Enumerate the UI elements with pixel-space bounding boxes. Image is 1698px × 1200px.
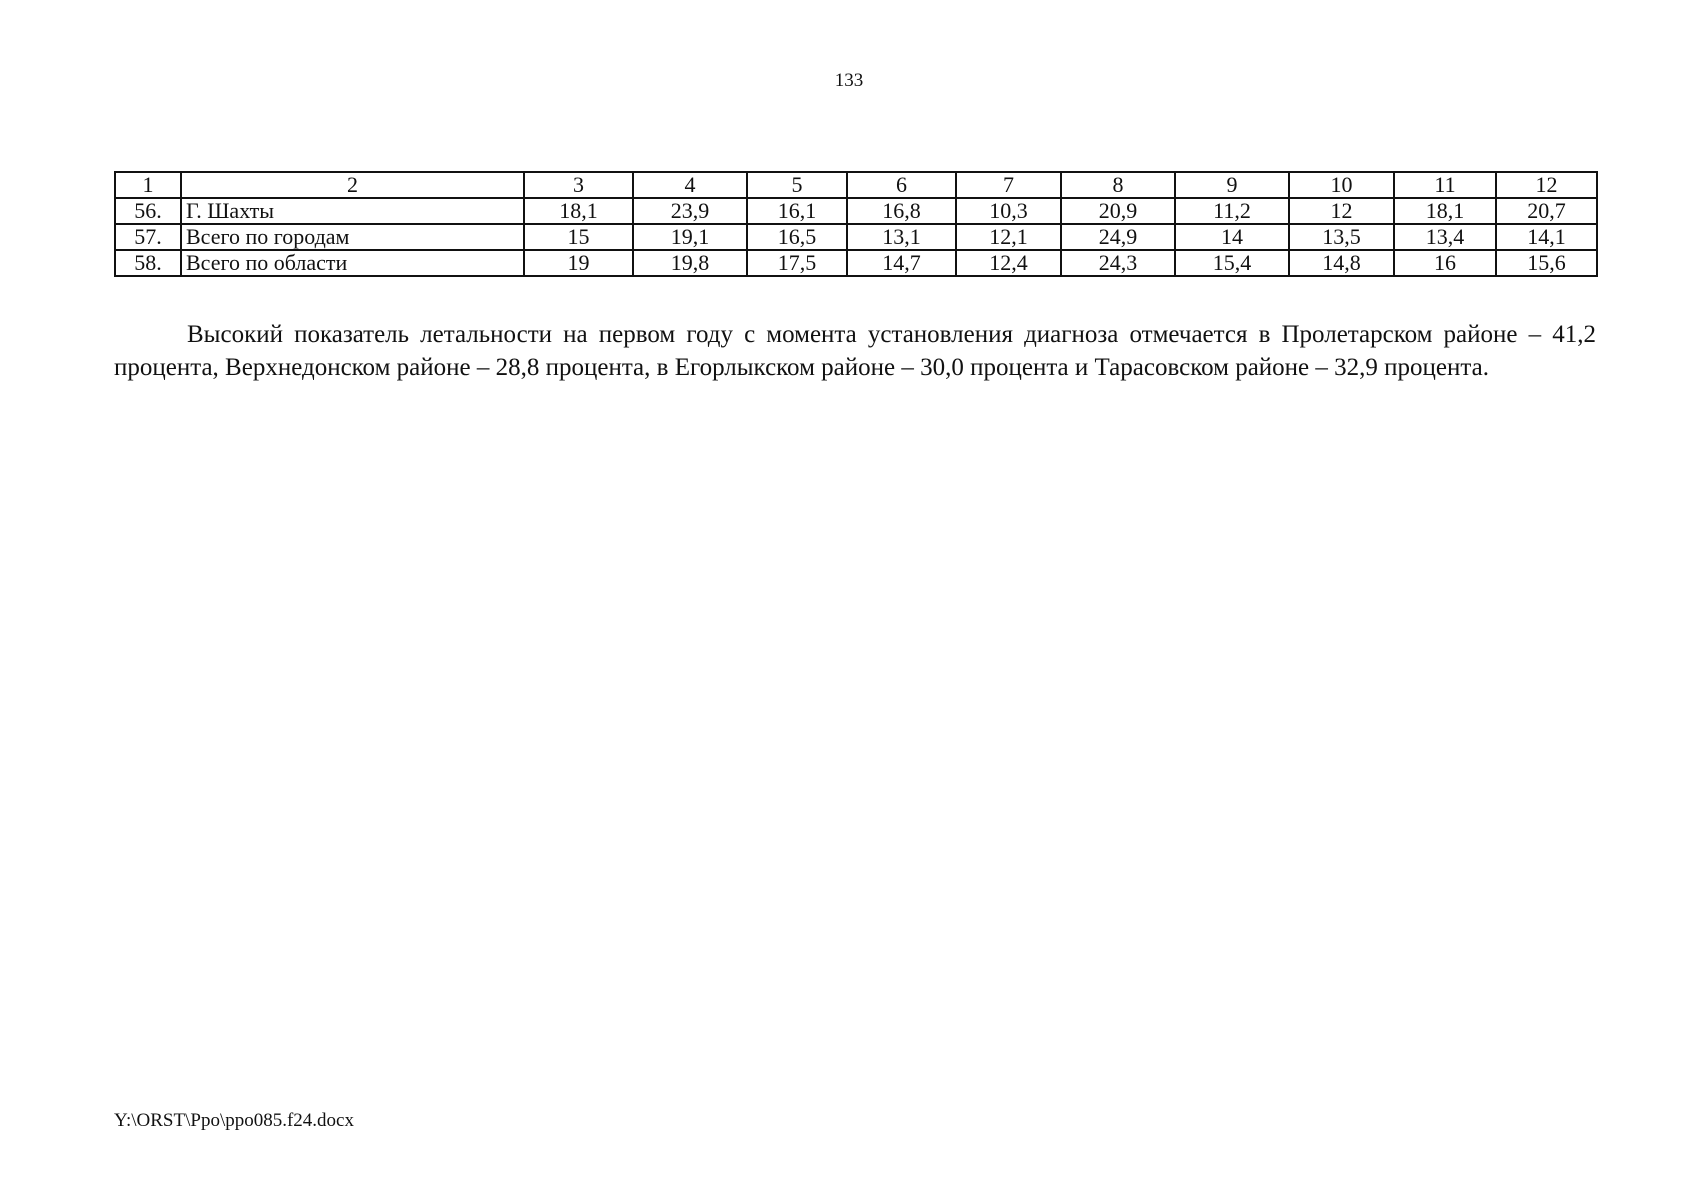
table-cell: 14,1: [1496, 224, 1597, 250]
table-cell: 16,8: [847, 198, 956, 224]
table-cell: 20,7: [1496, 198, 1597, 224]
table-cell: 12,1: [956, 224, 1061, 250]
row-name-cell: Всего по области: [181, 250, 524, 276]
table-cell: 14: [1175, 224, 1289, 250]
table-cell: 19,8: [633, 250, 747, 276]
footer-file-path: Y:\ORST\Ppo\ppo085.f24.docx: [114, 1110, 354, 1131]
column-header: 2: [181, 172, 524, 198]
column-header: 9: [1175, 172, 1289, 198]
column-header: 5: [747, 172, 847, 198]
table-cell: 15,4: [1175, 250, 1289, 276]
table-row: [115, 198, 1597, 224]
column-header: 1: [115, 172, 181, 198]
table-cell: 11,2: [1175, 198, 1289, 224]
column-header: 6: [847, 172, 956, 198]
table-cell: 15: [524, 224, 633, 250]
column-header: 12: [1496, 172, 1597, 198]
table-row: [115, 250, 1597, 276]
table-cell: 12,4: [956, 250, 1061, 276]
data-table: [114, 171, 1598, 277]
table-header-row: [115, 172, 1597, 198]
table-cell: 13,4: [1394, 224, 1496, 250]
table-cell: 13,5: [1289, 224, 1394, 250]
table-cell: 18,1: [524, 198, 633, 224]
table-cell: 12: [1289, 198, 1394, 224]
column-header: 11: [1394, 172, 1496, 198]
row-name-cell: Всего по городам: [181, 224, 524, 250]
table-cell: 24,3: [1061, 250, 1175, 276]
table-cell: 13,1: [847, 224, 956, 250]
body-paragraph: Высокий показатель летальности на первом году с момента установления диагноза отмечается в Пролетарском районе – 41,2 процента, Верхнедонском районе – 28,8 процента, в Егорлыкском районе – 30,0 процента и Тарасовском районе – 32,9 процента.: [114, 321, 1596, 381]
row-number-cell: 57.: [115, 224, 181, 250]
table-cell: 23,9: [633, 198, 747, 224]
table-cell: 15,6: [1496, 250, 1597, 276]
table-cell: 18,1: [1394, 198, 1496, 224]
page-number: 133: [834, 70, 864, 91]
table-cell: 19: [524, 250, 633, 276]
column-header: 8: [1061, 172, 1175, 198]
table-cell: 16,1: [747, 198, 847, 224]
table-cell: 16: [1394, 250, 1496, 276]
row-number-cell: 56.: [115, 198, 181, 224]
table-cell: 14,8: [1289, 250, 1394, 276]
table-cell: 20,9: [1061, 198, 1175, 224]
table-row: [115, 224, 1597, 250]
table-cell: 14,7: [847, 250, 956, 276]
column-header: 7: [956, 172, 1061, 198]
table-cell: 24,9: [1061, 224, 1175, 250]
column-header: 3: [524, 172, 633, 198]
row-number-cell: 58.: [115, 250, 181, 276]
column-header: 10: [1289, 172, 1394, 198]
table-cell: 17,5: [747, 250, 847, 276]
table-cell: 16,5: [747, 224, 847, 250]
table-cell: 19,1: [633, 224, 747, 250]
row-name-cell: Г. Шахты: [181, 198, 524, 224]
column-header: 4: [633, 172, 747, 198]
table-cell: 10,3: [956, 198, 1061, 224]
